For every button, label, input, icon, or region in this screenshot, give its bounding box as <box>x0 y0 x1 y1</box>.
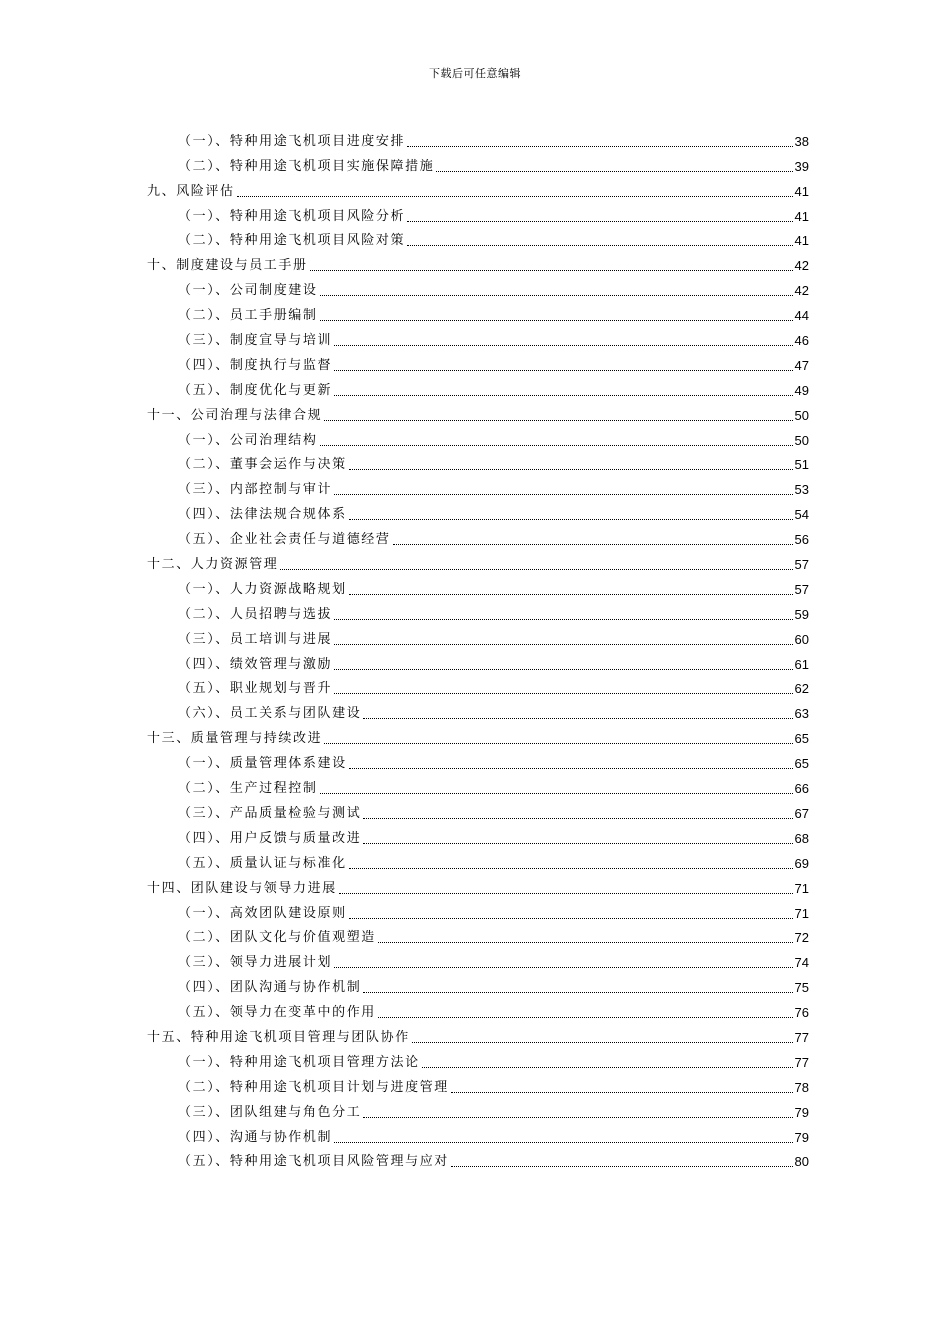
toc-section-entry[interactable] <box>147 499 809 524</box>
toc-page-number: 77 <box>794 1054 809 1070</box>
toc-entry-label: （四）、制度执行与监督 <box>178 357 333 373</box>
toc-dot-leader <box>407 245 792 246</box>
toc-chapter-entry[interactable] <box>147 250 809 275</box>
toc-entry-label: （二）、团队文化与价值观塑造 <box>178 930 376 946</box>
toc-dot-leader <box>349 768 793 769</box>
toc-dot-leader <box>237 196 793 197</box>
toc-section-entry[interactable] <box>147 898 809 923</box>
toc-entry-label: （一）、特种用途飞机项目进度安排 <box>178 133 406 149</box>
toc-entry-label: 十二、人力资源管理 <box>147 557 279 573</box>
toc-entry-label: 十一、公司治理与法律合规 <box>147 407 323 423</box>
toc-page-number: 50 <box>794 432 809 448</box>
toc-entry-label: （四）、用户反馈与质量改进 <box>178 830 362 846</box>
toc-chapter-entry[interactable] <box>147 549 809 574</box>
toc-page-number: 60 <box>794 631 809 647</box>
toc-section-entry[interactable] <box>147 1147 809 1172</box>
toc-entry-label: （五）、职业规划与晋升 <box>178 681 333 697</box>
toc-chapter-entry[interactable] <box>147 400 809 425</box>
toc-page-number: 71 <box>794 905 809 921</box>
toc-dot-leader <box>451 1092 793 1093</box>
toc-entry-label: （二）、生产过程控制 <box>178 781 318 797</box>
toc-chapter-entry[interactable] <box>147 176 809 201</box>
toc-entry-label: （一）、公司制度建设 <box>178 283 318 299</box>
toc-dot-leader <box>334 967 792 968</box>
toc-entry-label: （五）、领导力在变革中的作用 <box>178 1005 376 1021</box>
toc-section-entry[interactable] <box>147 649 809 674</box>
toc-dot-leader <box>339 893 793 894</box>
toc-section-entry[interactable] <box>147 325 809 350</box>
toc-section-entry[interactable] <box>147 1047 809 1072</box>
toc-section-entry[interactable] <box>147 748 809 773</box>
toc-page-number: 68 <box>794 830 809 846</box>
toc-entry-label: （四）、团队沟通与协作机制 <box>178 980 362 996</box>
toc-dot-leader <box>320 320 793 321</box>
toc-page-number: 72 <box>794 930 809 946</box>
toc-page-number: 42 <box>794 258 809 274</box>
toc-dot-leader <box>436 171 792 172</box>
toc-page-number: 46 <box>794 333 809 349</box>
toc-entry-label: （三）、制度宣导与培训 <box>178 333 333 349</box>
toc-page-number: 65 <box>794 756 809 772</box>
toc-dot-leader <box>349 918 793 919</box>
toc-page-number: 50 <box>794 407 809 423</box>
toc-section-entry[interactable] <box>147 300 809 325</box>
toc-page-number: 41 <box>794 233 809 249</box>
toc-section-entry[interactable] <box>147 674 809 699</box>
page-header: 下载后可任意编辑 <box>429 67 521 80</box>
toc-page-number: 77 <box>794 1029 809 1045</box>
toc-dot-leader <box>363 818 792 819</box>
toc-dot-leader <box>334 1142 792 1143</box>
toc-entry-label: （二）、董事会运作与决策 <box>178 457 347 473</box>
toc-section-entry[interactable] <box>147 1072 809 1097</box>
toc-dot-leader <box>422 1067 793 1068</box>
toc-page-number: 61 <box>794 656 809 672</box>
toc-section-entry[interactable] <box>147 226 809 251</box>
toc-entry-label: （四）、绩效管理与激励 <box>178 656 333 672</box>
toc-dot-leader <box>334 494 792 495</box>
toc-dot-leader <box>349 469 793 470</box>
toc-section-entry[interactable] <box>147 375 809 400</box>
toc-entry-label: （一）、公司治理结构 <box>178 432 318 448</box>
toc-dot-leader <box>334 370 792 371</box>
table-of-contents <box>147 126 809 1171</box>
toc-page-number: 56 <box>794 532 809 548</box>
toc-section-entry[interactable] <box>147 574 809 599</box>
toc-section-entry[interactable] <box>147 524 809 549</box>
toc-page-number: 79 <box>794 1104 809 1120</box>
toc-entry-label: （三）、内部控制与审计 <box>178 482 333 498</box>
toc-entry-label: （三）、产品质量检验与测试 <box>178 805 362 821</box>
toc-page-number: 54 <box>794 507 809 523</box>
toc-dot-leader <box>407 146 792 147</box>
toc-section-entry[interactable] <box>147 126 809 151</box>
toc-page-number: 47 <box>794 357 809 373</box>
toc-entry-label: （二）、人员招聘与选拔 <box>178 606 333 622</box>
toc-page-number: 57 <box>794 557 809 573</box>
toc-page-number: 41 <box>794 183 809 199</box>
toc-section-entry[interactable] <box>147 698 809 723</box>
toc-dot-leader <box>451 1166 793 1167</box>
toc-page-number: 57 <box>794 581 809 597</box>
toc-entry-label: 十、制度建设与员工手册 <box>147 258 308 274</box>
toc-entry-label: （四）、法律法规合规体系 <box>178 507 347 523</box>
toc-section-entry[interactable] <box>147 1097 809 1122</box>
toc-page-number: 44 <box>794 308 809 324</box>
toc-section-entry[interactable] <box>147 1122 809 1147</box>
toc-page-number: 39 <box>794 158 809 174</box>
toc-page-number: 41 <box>794 208 809 224</box>
toc-page-number: 42 <box>794 283 809 299</box>
toc-entry-label: （二）、特种用途飞机项目风险对策 <box>178 233 406 249</box>
toc-entry-label: （五）、质量认证与标准化 <box>178 855 347 871</box>
toc-page-number: 76 <box>794 1005 809 1021</box>
toc-page-number: 78 <box>794 1079 809 1095</box>
toc-entry-label: （二）、员工手册编制 <box>178 308 318 324</box>
toc-dot-leader <box>324 743 792 744</box>
toc-entry-label: （五）、企业社会责任与道德经营 <box>178 532 391 548</box>
toc-entry-label: （二）、特种用途飞机项目实施保障措施 <box>178 158 435 174</box>
toc-dot-leader <box>334 395 792 396</box>
toc-dot-leader <box>378 1017 793 1018</box>
toc-page-number: 62 <box>794 681 809 697</box>
toc-entry-label: （一）、质量管理体系建设 <box>178 756 347 772</box>
toc-section-entry[interactable] <box>147 972 809 997</box>
toc-page-number: 49 <box>794 382 809 398</box>
toc-section-entry[interactable] <box>147 425 809 450</box>
toc-dot-leader <box>334 619 792 620</box>
toc-dot-leader <box>334 693 792 694</box>
toc-dot-leader <box>280 569 792 570</box>
toc-section-entry[interactable] <box>147 275 809 300</box>
toc-dot-leader <box>334 644 792 645</box>
toc-section-entry[interactable] <box>147 151 809 176</box>
toc-dot-leader <box>363 992 792 993</box>
toc-page-number: 53 <box>794 482 809 498</box>
toc-section-entry[interactable] <box>147 599 809 624</box>
toc-entry-label: 十三、质量管理与持续改进 <box>147 731 323 747</box>
toc-section-entry[interactable] <box>147 450 809 475</box>
toc-section-entry[interactable] <box>147 201 809 226</box>
toc-entry-label: （一）、特种用途飞机项目风险分析 <box>178 208 406 224</box>
toc-dot-leader <box>363 718 792 719</box>
toc-dot-leader <box>412 1042 793 1043</box>
toc-section-entry[interactable] <box>147 923 809 948</box>
toc-section-entry[interactable] <box>147 773 809 798</box>
toc-dot-leader <box>378 942 793 943</box>
toc-entry-label: （六）、员工关系与团队建设 <box>178 706 362 722</box>
toc-section-entry[interactable] <box>147 823 809 848</box>
toc-chapter-entry[interactable] <box>147 723 809 748</box>
toc-dot-leader <box>407 221 792 222</box>
toc-dot-leader <box>310 270 793 271</box>
toc-page-number: 59 <box>794 606 809 622</box>
toc-dot-leader <box>334 345 792 346</box>
toc-entry-label: （一）、高效团队建设原则 <box>178 905 347 921</box>
toc-entry-label: （一）、人力资源战略规划 <box>178 581 347 597</box>
toc-dot-leader <box>349 519 793 520</box>
toc-section-entry[interactable] <box>147 350 809 375</box>
toc-page-number: 71 <box>794 880 809 896</box>
toc-entry-label: 九、风险评估 <box>147 183 235 199</box>
toc-page-number: 69 <box>794 855 809 871</box>
toc-page-number: 51 <box>794 457 809 473</box>
toc-dot-leader <box>320 793 793 794</box>
toc-page-number: 75 <box>794 980 809 996</box>
toc-dot-leader <box>324 420 792 421</box>
toc-section-entry[interactable] <box>147 848 809 873</box>
toc-entry-label: （四）、沟通与协作机制 <box>178 1129 333 1145</box>
toc-section-entry[interactable] <box>147 474 809 499</box>
toc-dot-leader <box>320 445 793 446</box>
toc-entry-label: （五）、制度优化与更新 <box>178 382 333 398</box>
toc-section-entry[interactable] <box>147 624 809 649</box>
toc-entry-label: （五）、特种用途飞机项目风险管理与应对 <box>178 1154 449 1170</box>
toc-entry-label: （三）、领导力进展计划 <box>178 955 333 971</box>
toc-section-entry[interactable] <box>147 997 809 1022</box>
toc-dot-leader <box>393 544 793 545</box>
toc-dot-leader <box>349 868 793 869</box>
toc-entry-label: （二）、特种用途飞机项目计划与进度管理 <box>178 1079 449 1095</box>
toc-page-number: 67 <box>794 805 809 821</box>
toc-entry-label: （三）、团队组建与角色分工 <box>178 1104 362 1120</box>
toc-entry-label: （一）、特种用途飞机项目管理方法论 <box>178 1054 420 1070</box>
toc-page-number: 63 <box>794 706 809 722</box>
toc-dot-leader <box>320 295 793 296</box>
toc-page-number: 65 <box>794 731 809 747</box>
toc-entry-label: 十四、团队建设与领导力进展 <box>147 880 337 896</box>
toc-page-number: 38 <box>794 133 809 149</box>
toc-entry-label: 十五、特种用途飞机项目管理与团队协作 <box>147 1029 410 1045</box>
toc-dot-leader <box>349 594 793 595</box>
toc-section-entry[interactable] <box>147 947 809 972</box>
toc-dot-leader <box>363 1117 792 1118</box>
toc-page-number: 74 <box>794 955 809 971</box>
toc-section-entry[interactable] <box>147 798 809 823</box>
toc-dot-leader <box>363 843 792 844</box>
toc-dot-leader <box>334 669 792 670</box>
toc-entry-label: （三）、员工培训与进展 <box>178 631 333 647</box>
toc-page-number: 79 <box>794 1129 809 1145</box>
toc-page-number: 66 <box>794 781 809 797</box>
toc-page-number: 80 <box>794 1154 809 1170</box>
toc-chapter-entry[interactable] <box>147 873 809 898</box>
toc-chapter-entry[interactable] <box>147 1022 809 1047</box>
